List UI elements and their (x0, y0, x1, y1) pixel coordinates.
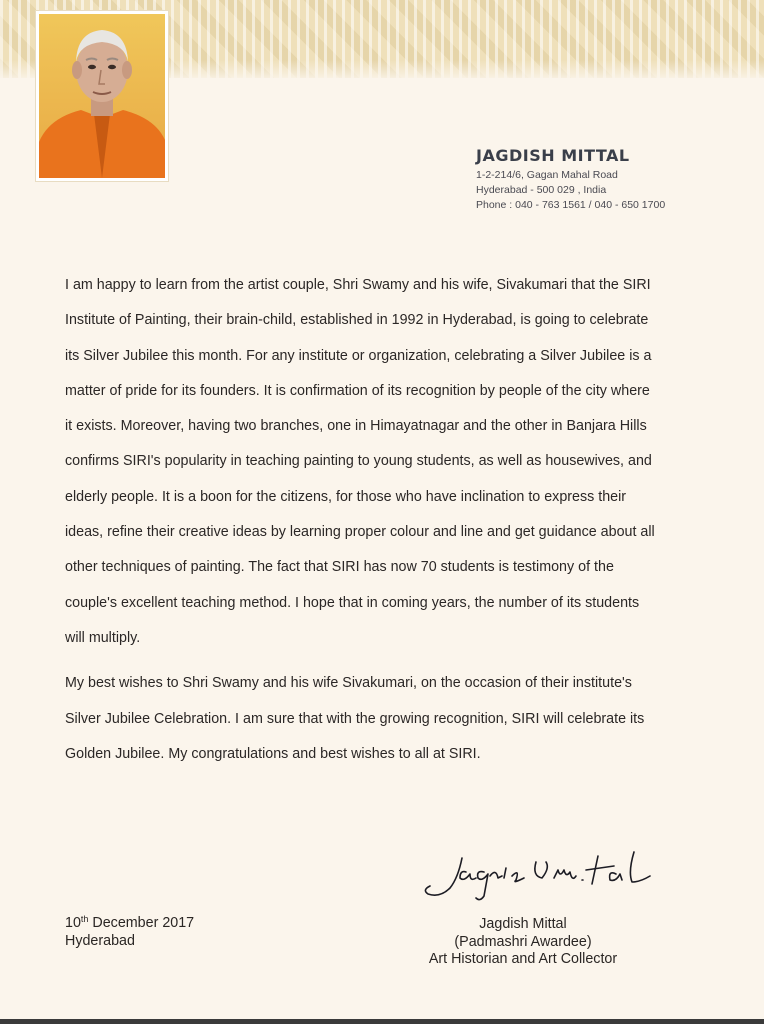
handwritten-signature (420, 848, 660, 909)
date-place-block (65, 914, 194, 950)
signatory-block (412, 916, 634, 969)
date-day: 10 (65, 915, 81, 931)
signatory-title: Art Historian and Art Collector (428, 951, 618, 967)
body-paragraph-2: My best wishes to Shri Swamy and his wife Sivakumari, on the occasion of their institute's Silver Jubilee Celebration. I am sure that with the growing recognition, SIRI will celebrate its Golden Jubilee. My congratulations and best wishes to all at SIRI. (65, 675, 645, 763)
portrait-photo (36, 11, 168, 181)
signatory-name: Jagdish Mittal (479, 916, 567, 932)
signature-image (420, 848, 660, 904)
letterhead (476, 146, 736, 213)
body-paragraph-1: I am happy to learn from the artist couple, Shri Swamy and his wife, Sivakumari that the SIRI Institute of Painting, their brain-child, established in 1992 in Hyderabad, is going to celebrate its Silver Jubilee this month. For any institute or organization, celebrating a Silver Jubilee is a matter of pride for its founders. It is confirmation of its recognition by people of the city where it exists. Moreover, having two branches, one in Himayatnagar and the other in Banjara Hills confirms SIRI's popularity in teaching painting to young students, as well as housewives, and elderly people. It is a boon for the citizens, for those who have inclination to express their ideas, refine their creative ideas by learning proper colour and line and get guidance about all other techniques of painting. The fact that SIRI has now 70 students is testimony of the couple's excellent teaching method. I hope that in coming years, the number of its students will multiply. (65, 277, 655, 646)
date-suffix: th (80, 914, 89, 924)
letter-place: Hyderabad (65, 933, 135, 949)
letterhead-address-line2: Hyderabad - 500 029 , India (476, 184, 607, 196)
letter-date (65, 914, 194, 932)
signatory-award: (Padmashri Awardee) (454, 933, 592, 950)
portrait-image (39, 14, 165, 178)
letterhead-phone: Phone : 040 - 763 1561 / 040 - 650 1700 (476, 199, 666, 211)
letterhead-address-line1: 1-2-214/6, Gagan Mahal Road (476, 169, 618, 181)
letterhead-name: JAGDISH MITTAL (476, 146, 630, 165)
page-bottom-edge (0, 1019, 764, 1024)
letter-body (65, 268, 655, 773)
date-month-year: December 2017 (88, 915, 195, 931)
